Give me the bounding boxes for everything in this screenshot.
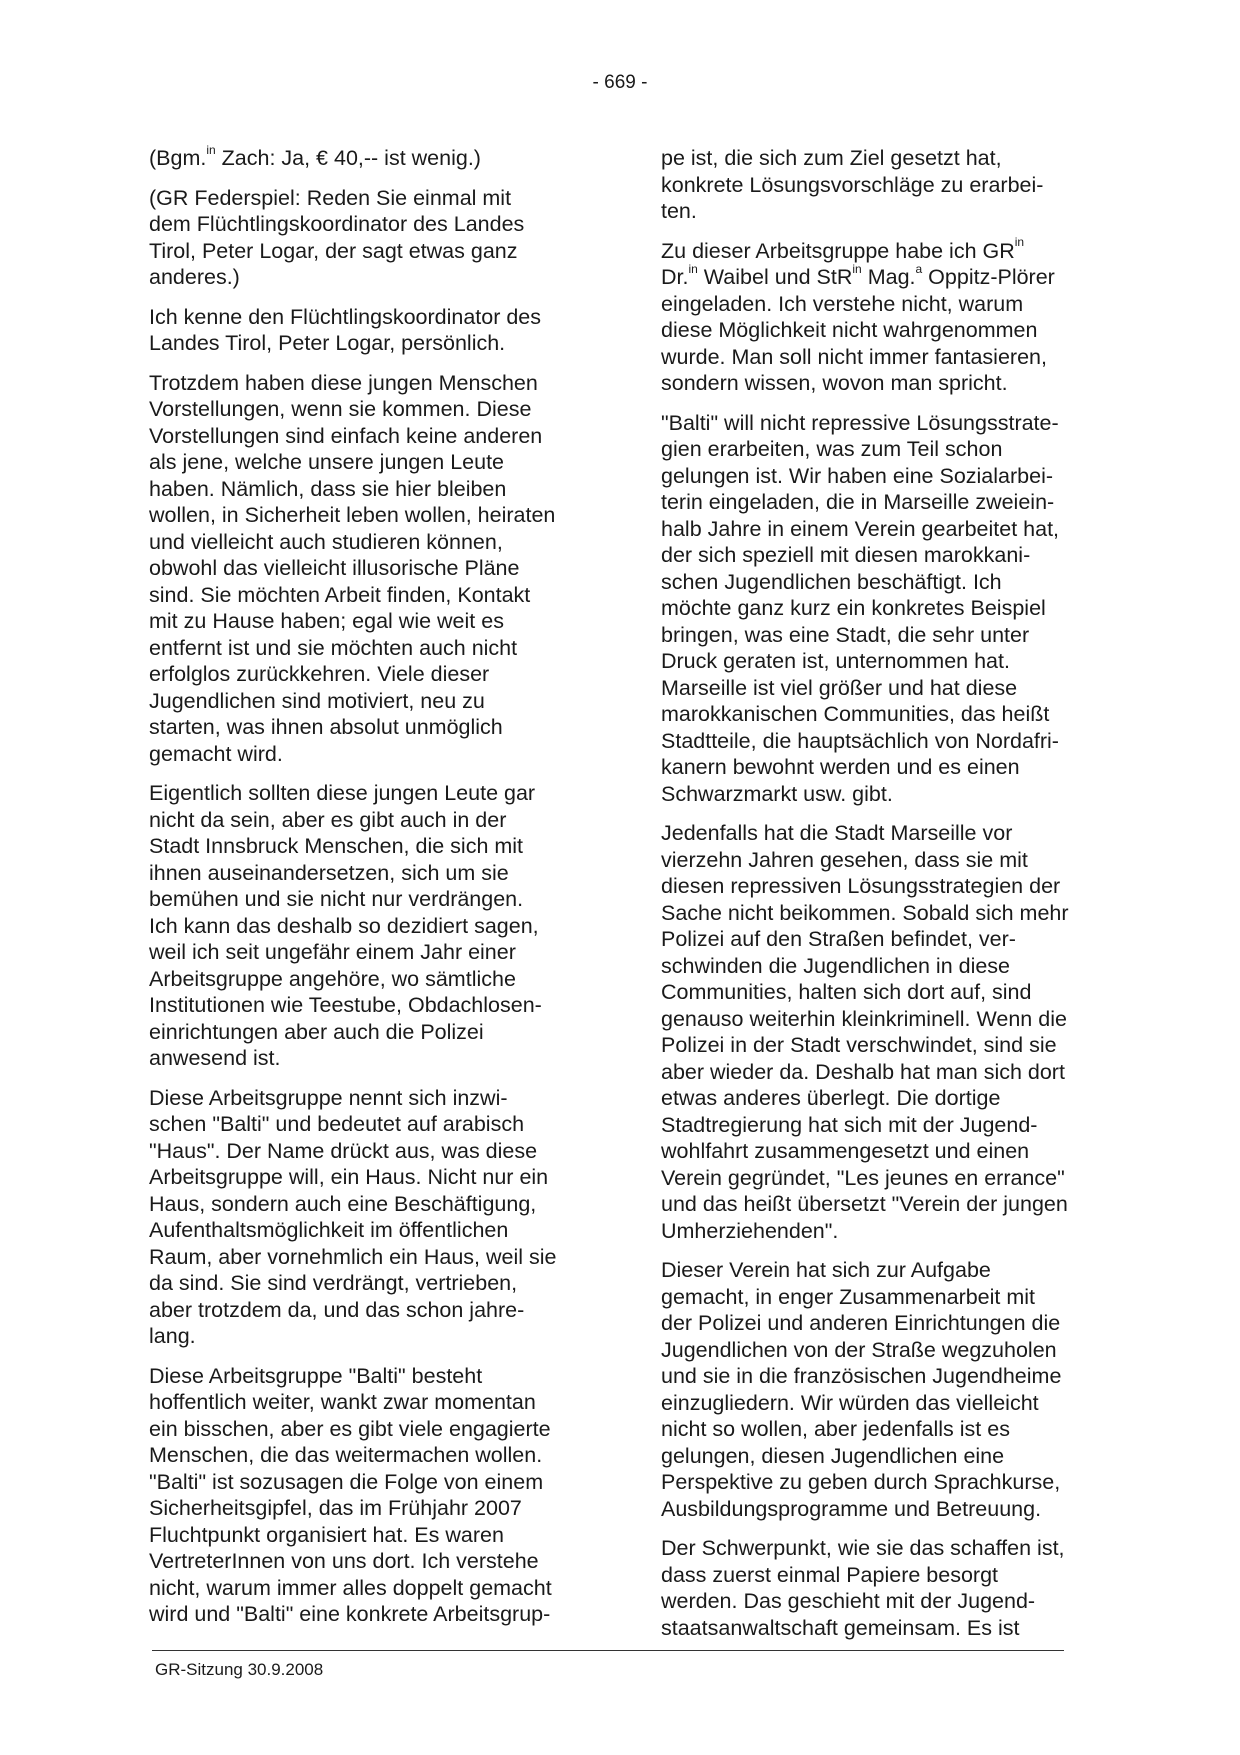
text-line: dem Flüchtlingskoordinator des Landes [149,212,525,236]
text-line: hoffentlich weiter, wankt zwar momentan [149,1390,536,1414]
paragraph [149,185,594,291]
text-segment: Zu dieser Arbeitsgruppe habe ich GR [661,238,1015,263]
text-line: Sicherheitsgipfel, das im Frühjahr 2007 [149,1496,522,1520]
footer-divider [152,1650,1064,1651]
text-line: nicht, warum immer alles doppelt gemacht [149,1575,552,1600]
text-line: kanern bewohnt werden und es einen [661,755,1020,779]
text-line: der Polizei und anderen Einrichtungen die [661,1311,1061,1335]
text-line: Eigentlich sollten diese jungen Leute gar [149,781,536,805]
text-line: "Balti" will nicht repressive Lösungsstrate- [661,410,1059,435]
paragraph [661,820,1106,1244]
paragraph [149,142,594,172]
footer-session-date: GR-Sitzung 30.9.2008 [155,1660,324,1679]
text-line: Trotzdem haben diese jungen Menschen [149,370,538,395]
paragraph [149,780,594,1072]
text-segment: Zach: Ja, € 40,-- ist wenig.) [215,146,481,170]
text-line: Schwarzmarkt usw. gibt. [661,781,893,806]
text-line: Umherziehenden". [661,1218,839,1243]
text-line: Raum, aber vornehmlich ein Haus, weil sie [149,1244,557,1269]
text-line: Haus, sondern auch eine Beschäftigung, [149,1191,537,1216]
text-line: einrichtungen aber auch die Polizei [149,1019,484,1044]
text-line: schwinden die Jugendlichen in diese [661,953,1011,978]
text-line: entfernt ist und sie möchten auch nicht [149,635,518,660]
text-line: ten. [661,199,697,223]
text-segment: Oppitz-Plörer [922,265,1055,289]
text-line: obwohl das vielleicht illusorische Pläne [149,556,520,580]
text-line: lang. [149,1324,196,1348]
text-line [149,142,594,172]
text-line: (GR Federspiel: Reden Sie einmal mit [149,185,512,210]
text-line: weil ich seit ungefähr einem Jahr einer [149,940,516,964]
text-line: Tirol, Peter Logar, der sagt etwas ganz [149,238,518,263]
text-line: Arbeitsgruppe will, ein Haus. Nicht nur ein [149,1165,549,1189]
superscript: in [206,142,216,157]
text-line: wurde. Man soll nicht immer fantasieren, [661,344,1047,369]
paragraph [149,1085,594,1350]
text-line: Perspektive zu geben durch Sprachkurse, [661,1470,1061,1494]
text-line: vierzehn Jahren gesehen, dass sie mit [661,847,1028,872]
text-line: wollen, in Sicherheit leben wollen, heiraten [149,503,556,527]
text-line: Polizei in der Stadt verschwindet, sind sie [661,1033,1057,1057]
text-line: etwas anderes überlegt. Die dortige [661,1086,1001,1110]
text-line: eingeladen. Ich verstehe nicht, warum [661,291,1024,316]
superscript: in [852,261,862,276]
text-line: Verein gegründet, "Les jeunes en errance" [661,1165,1065,1190]
text-line: ein bisschen, aber es gibt viele engagierte [149,1416,551,1441]
text-line: Institutionen wie Teestube, Obdachlosen- [149,993,542,1017]
paragraph [661,145,1106,225]
text-line: "Balti" ist sozusagen die Folge von einem [149,1469,544,1494]
text-line: Vorstellungen sind einfach keine anderen [149,423,543,448]
text-line: sondern wissen, wovon man spricht. [661,371,1008,395]
text-line: als jene, welche unsere jungen Leute [149,450,505,474]
text-line: schen Jugendlichen beschäftigt. Ich [661,569,1002,594]
text-line: ihnen auseinandersetzen, sich um sie [149,860,509,885]
paragraph [149,304,594,357]
text-line: genauso weiterhin kleinkriminell. Wenn die [661,1006,1067,1031]
text-line: Menschen, die das weitermachen wollen. [149,1443,543,1467]
text-line: pe ist, die sich zum Ziel gesetzt hat, [661,146,1002,170]
text-line: Sache nicht beikommen. Sobald sich mehr [661,900,1069,925]
text-line: haben. Nämlich, dass sie hier bleiben [149,476,507,501]
text-line: gelungen ist. Wir haben eine Sozialarbei- [661,463,1054,488]
text-line: und das heißt übersetzt "Verein der jungen [661,1192,1068,1216]
text-line: Diese Arbeitsgruppe "Balti" besteht [149,1363,483,1388]
text-line: Vorstellungen, wenn sie kommen. Diese [149,397,532,421]
text-line: Ich kann das deshalb so dezidiert sagen, [149,913,539,938]
text-line: Fluchtpunkt organisiert hat. Es waren [149,1522,504,1547]
text-line: nicht da sein, aber es gibt auch in der [149,807,507,832]
text-line: Landes Tirol, Peter Logar, persönlich. [149,331,506,355]
paragraph [149,370,594,768]
text-segment: Waibel und StR [697,265,853,289]
text-line: Jedenfalls hat die Stadt Marseille vor [661,821,1013,845]
text-line: Stadt Innsbruck Menschen, die sich mit [149,834,524,858]
text-line: nicht so wollen, aber jedenfalls ist es [661,1417,1010,1441]
paragraph [661,1535,1106,1641]
text-line: Der Schwerpunkt, wie sie das schaffen ist, [661,1536,1065,1560]
text-line: aber trotzdem da, und das schon jahre- [149,1297,525,1322]
superscript: in [1014,235,1025,250]
text-line: bringen, was eine Stadt, die sehr unter [661,622,1030,647]
text-line [661,235,1106,265]
text-line: möchte ganz kurz ein konkretes Beispiel [661,596,1046,620]
superscript: in [688,261,698,276]
paragraph [661,235,1106,397]
text-line: staatsanwaltschaft gemeinsam. Es ist [661,1615,1020,1640]
text-line: diesen repressiven Lösungsstrategien der [661,874,1061,898]
text-line: erfolglos zurückkehren. Viele dieser [149,662,490,686]
text-line: Stadtregierung hat sich mit der Jugend- [661,1112,1038,1137]
paragraph [149,1363,594,1628]
text-line: terin eingeladen, die in Marseille zweiein- [661,490,1055,514]
text-line: Arbeitsgruppe angehöre, wo sämtliche [149,966,516,991]
text-line: Dieser Verein hat sich zur Aufgabe [661,1258,991,1282]
text-line: gien erarbeiten, was zum Teil schon [661,437,1003,461]
text-line: VertreterInnen von uns dort. Ich verstehe [149,1549,539,1573]
text-line: mit zu Hause haben; egal wie weit es [149,609,504,633]
text-line: Ich kenne den Flüchtlingskoordinator des [149,304,542,329]
left-column [149,142,594,1641]
text-line: anderes.) [149,265,240,289]
text-line: sind. Sie möchten Arbeit finden, Kontakt [149,582,531,607]
paragraph [661,1257,1106,1522]
text-line: Stadtteile, die hauptsächlich von Nordafri- [661,728,1059,753]
text-line: gemacht, in enger Zusammenarbeit mit [661,1284,1036,1309]
text-line: werden. Das geschieht mit der Jugend- [661,1589,1036,1613]
text-segment: Mag. [861,265,916,289]
text-line: starten, was ihnen absolut unmöglich [149,715,503,739]
text-line: einzugliedern. Wir würden das vielleicht [661,1390,1039,1415]
paragraph [661,410,1106,808]
text-line: wohlfahrt zusammengesetzt und einen [661,1139,1030,1163]
text-line: Druck geraten ist, unternommen hat. [661,649,1010,673]
text-line: schen "Balti" und bedeutet auf arabisch [149,1112,525,1136]
text-line: wird und "Balti" eine konkrete Arbeitsgrup- [149,1602,551,1626]
superscript: a [915,261,923,276]
text-line: Aufenthaltsmöglichkeit im öffentlichen [149,1218,509,1242]
text-line: gemacht wird. [149,741,283,766]
page-number: - 669 - [592,72,648,93]
text-line: da sind. Sie sind verdrängt, vertrieben, [149,1271,518,1295]
text-line: und sie in die französischen Jugendheime [661,1364,1062,1388]
text-line: Jugendlichen von der Straße wegzuholen [661,1337,1057,1362]
text-line: dass zuerst einmal Papiere besorgt [661,1562,999,1587]
text-line [661,261,1106,291]
text-line: diese Möglichkeit nicht wahrgenommen [661,318,1038,342]
text-line: Marseille ist viel größer und hat diese [661,675,1018,700]
text-line: Diese Arbeitsgruppe nennt sich inzwi- [149,1085,508,1110]
text-line: "Haus". Der Name drückt aus, was diese [149,1138,538,1163]
text-line: konkrete Lösungsvorschläge zu erarbei- [661,172,1044,197]
text-line: aber wieder da. Deshalb hat man sich dort [661,1059,1065,1084]
text-line: Jugendlichen sind motiviert, neu zu [149,688,485,713]
text-segment: (Bgm. [149,146,207,170]
text-line: gelungen, diesen Jugendlichen eine [661,1443,1005,1468]
text-line: und vielleicht auch studieren können, [149,529,503,554]
text-line: bemühen und sie nicht nur verdrängen. [149,887,524,911]
text-line: anwesend ist. [149,1046,281,1070]
text-line: Polizei auf den Straßen befindet, ver- [661,927,1016,951]
text-line: der sich speziell mit diesen marokkani- [661,543,1031,567]
text-line: halb Jahre in einem Verein gearbeitet hat, [661,516,1060,541]
text-segment: Dr. [661,265,689,289]
text-line: marokkanischen Communities, das heißt [661,702,1050,726]
text-line: Communities, halten sich dort auf, sind [661,980,1032,1004]
text-line: Ausbildungsprogramme und Betreuung. [661,1496,1042,1521]
right-column [661,145,1106,1654]
